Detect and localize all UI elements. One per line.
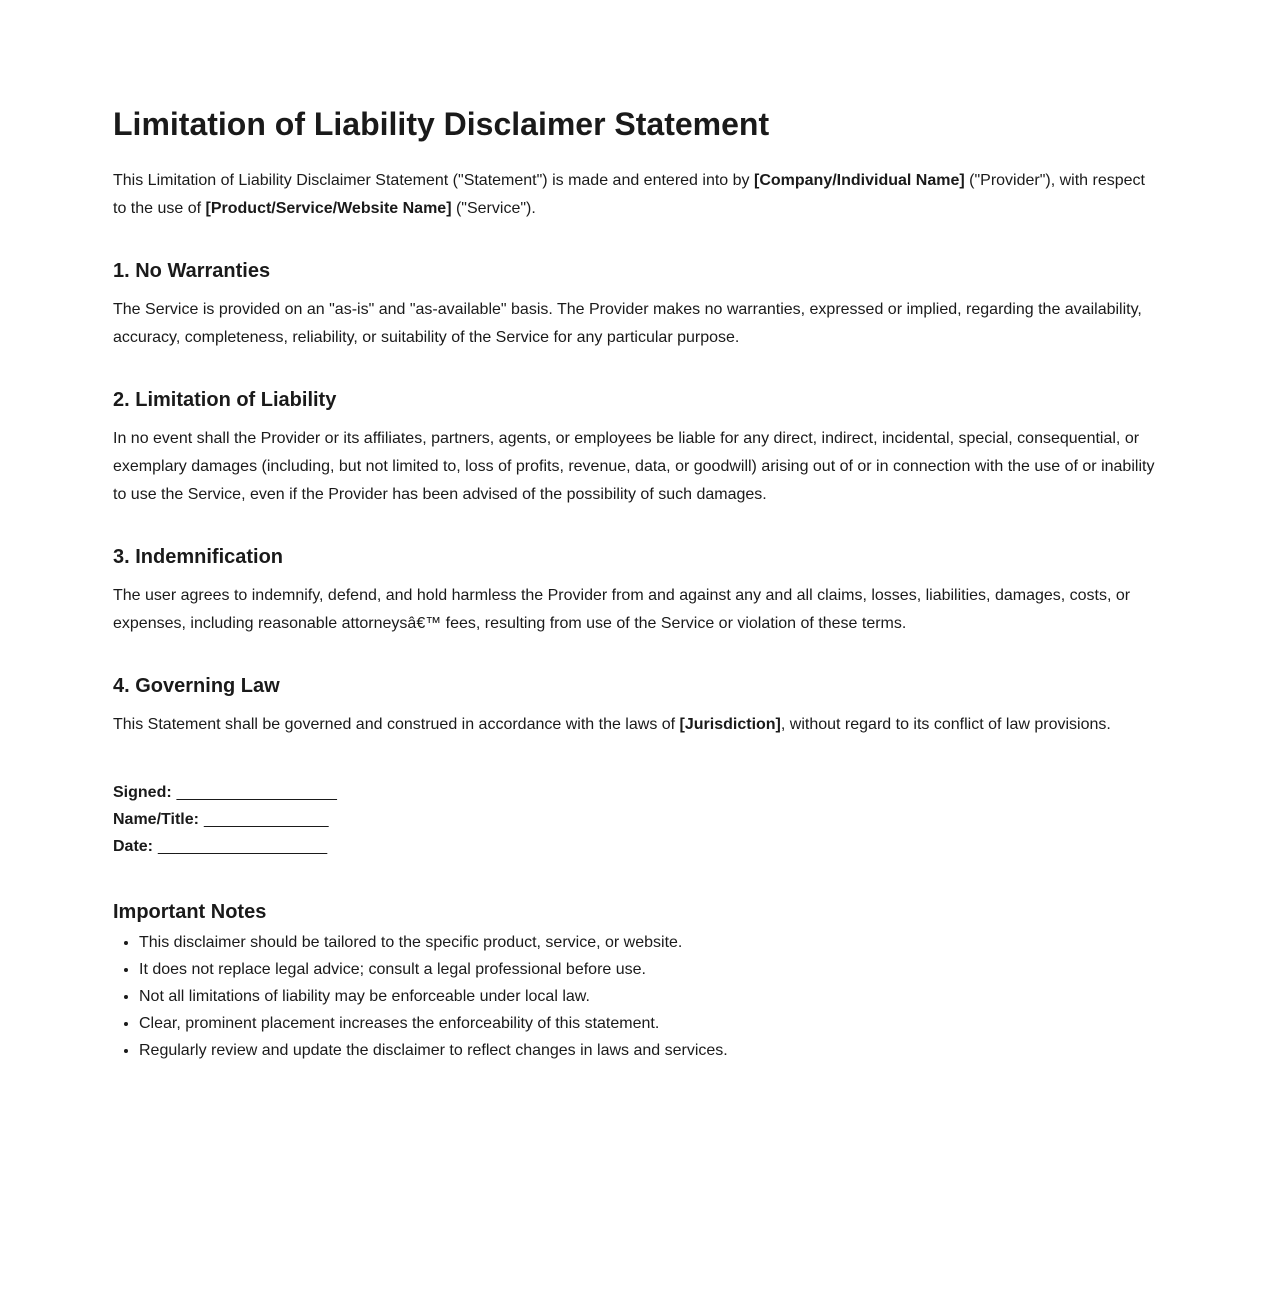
important-notes-heading: Important Notes — [113, 901, 267, 923]
jurisdiction-placeholder: [Jurisdiction] — [679, 716, 781, 733]
date-row — [113, 833, 1155, 860]
signature-block — [113, 779, 1155, 860]
date-blank-line: ___________________ — [158, 838, 328, 855]
name-title-row — [113, 806, 1155, 833]
note-item: • Not all limitations of liability may be enforceable under local law. — [139, 983, 1155, 1010]
note-item: • Clear, prominent placement increases the enforceability of this statement. — [139, 1010, 1155, 1037]
product-name-placeholder: [Product/Service/Website Name] — [205, 200, 452, 217]
date-label: Date: — [113, 838, 154, 855]
governing-text-before: This Statement shall be governed and construed in accordance with the laws of — [113, 716, 680, 733]
signed-row — [113, 779, 1155, 806]
section-body-no-warranties: The Service is provided on an "as-is" and "as-available" basis. The Provider makes no warranties, expressed or implied, regarding the availability, accuracy, completeness, reliability, or suitability of the Service for any particular purpose. — [113, 301, 1142, 346]
intro-paragraph — [113, 167, 1155, 223]
important-notes-list — [113, 929, 1155, 1064]
section-body-limitation-of-liability: In no event shall the Provider or its affiliates, partners, agents, or employees be liable for any direct, indirect, incidental, special, consequential, or exemplary damages (including, but not limited to, loss of profits, revenue, data, or goodwill) arising out of or in connection with the use of or inability to use the Service, even if the Provider has been advised of the possibility of such damages. — [113, 430, 1155, 503]
section-heading-no-warranties: 1. No Warranties — [113, 260, 271, 282]
section-governing-law — [113, 672, 1155, 739]
section-no-warranties — [113, 257, 1155, 352]
name-title-blank-line: ______________ — [203, 811, 329, 828]
signed-label: Signed: — [113, 784, 172, 801]
section-heading-limitation-of-liability: 2. Limitation of Liability — [113, 389, 337, 411]
governing-text-after: , without regard to its conflict of law provisions. — [780, 716, 1111, 733]
page-title: Limitation of Liability Disclaimer Statement — [113, 106, 770, 142]
name-title-label: Name/Title: — [113, 811, 199, 828]
section-indemnification — [113, 543, 1155, 638]
intro-text-before-company: This Limitation of Liability Disclaimer Statement ("Statement") is made and entered into by — [113, 172, 754, 189]
section-body-indemnification: The user agrees to indemnify, defend, and hold harmless the Provider from and against any and all claims, losses, liabilities, damages, costs, or expenses, including reasonable attorneysâ€™ fees, resulting from use of the Service or violation of these terms. — [113, 587, 1131, 632]
note-item: • This disclaimer should be tailored to the specific product, service, or website. — [139, 929, 1155, 956]
signed-blank-line: __________________ — [176, 784, 337, 801]
section-heading-indemnification: 3. Indemnification — [113, 546, 284, 568]
company-name-placeholder: [Company/Individual Name] — [753, 172, 965, 189]
intro-text-after-product: ("Service"). — [451, 200, 536, 217]
section-heading-governing-law: 4. Governing Law — [113, 675, 280, 697]
note-item: • It does not replace legal advice; consult a legal professional before use. — [139, 956, 1155, 983]
note-item: • Regularly review and update the disclaimer to reflect changes in laws and services. — [139, 1037, 1155, 1064]
section-limitation-of-liability — [113, 386, 1155, 509]
section-body-governing-law — [113, 711, 1155, 739]
intro-text-after-company: ("Provider"), with respect to the use of — [113, 172, 1145, 217]
